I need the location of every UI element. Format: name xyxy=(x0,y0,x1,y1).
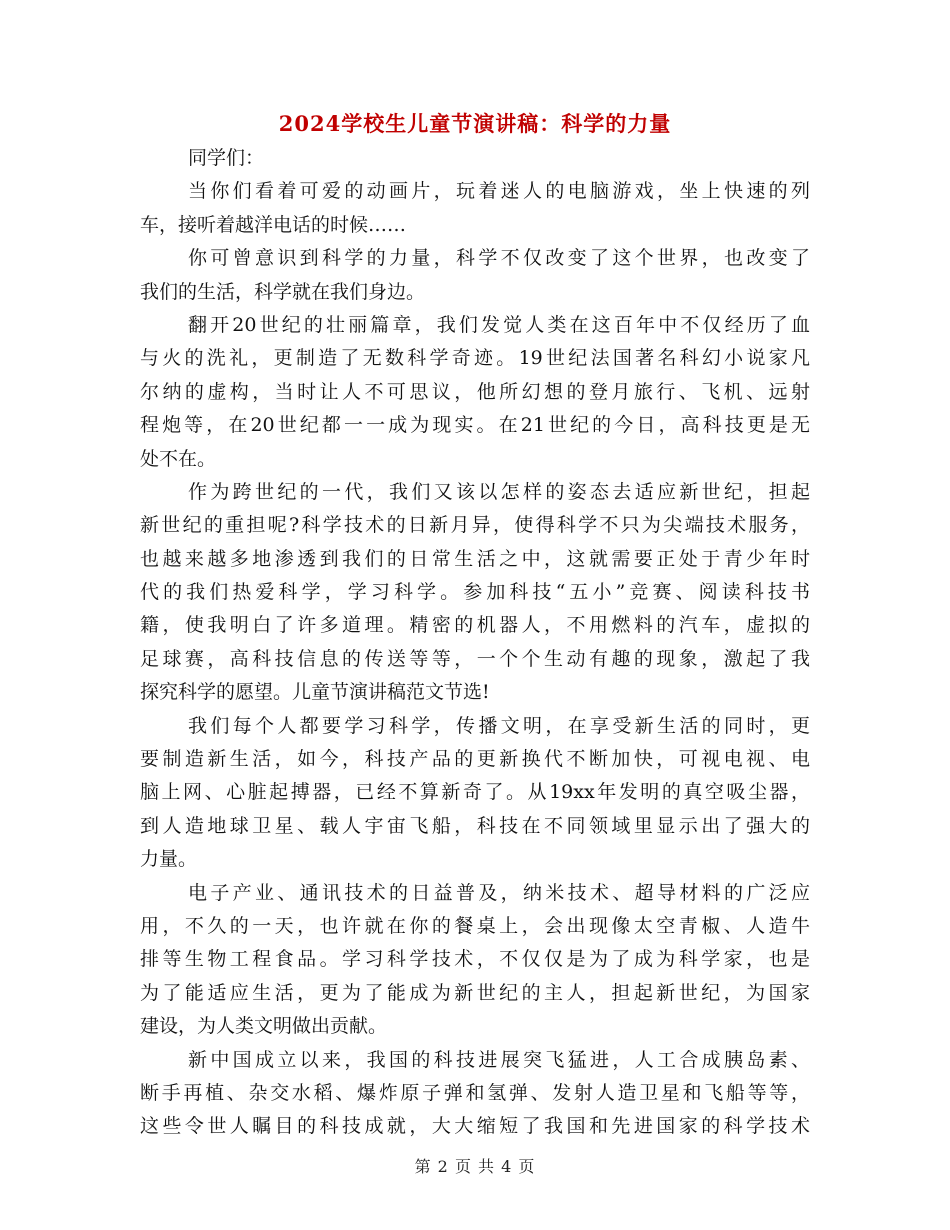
text-line: 作为跨世纪的一代，我们又该以怎样的姿态去适应新世纪，担起 xyxy=(188,480,810,503)
document-title: 2024学校生儿童节演讲稿：科学的力量 xyxy=(278,111,672,136)
text-line: 翻开20世纪的壮丽篇章，我们发觉人类在这百年中不仅经历了血 xyxy=(188,313,810,336)
text-line: 力量。 xyxy=(140,848,198,871)
text-line: 新世纪的重担呢?科学技术的日新月异，使得科学不只为尖端技术服务， xyxy=(140,514,810,537)
text-line: 到人造地球卫星、载人宇宙飞船，科技在不同领域里显示出了强大的 xyxy=(140,814,810,837)
page-number-footer: 第 2 页 共 4 页 xyxy=(414,1157,536,1176)
text-line: 当你们看着可爱的动画片，玩着迷人的电脑游戏，坐上快速的列 xyxy=(188,180,810,203)
text-line: 电子产业、通讯技术的日益普及，纳米技术、超导材料的广泛应 xyxy=(188,881,810,904)
document-body xyxy=(140,142,810,1144)
text-line: 同学们： xyxy=(188,147,265,169)
text-line: 你可曾意识到科学的力量，科学不仅改变了这个世界，也改变了 xyxy=(188,247,810,270)
text-line: 足球赛，高科技信息的传送等等，一个个生动有趣的现象，激起了我 xyxy=(140,647,810,670)
text-line: 排等生物工程食品。学习科学技术，不仅仅是为了成为科学家，也是 xyxy=(140,948,810,971)
text-line: 与火的洗礼，更制造了无数科学奇迹。19世纪法国著名科幻小说家凡 xyxy=(140,347,810,370)
text-line: 探究科学的愿望。儿童节演讲稿范文节选! xyxy=(140,681,490,704)
text-line: 我们的生活，科学就在我们身边。 xyxy=(140,280,426,303)
text-line: 我们每个人都要学习科学，传播文明，在享受新生活的同时，更 xyxy=(188,714,810,737)
text-line: 籍，使我明白了许多道理。精密的机器人，不用燃料的汽车，虚拟的 xyxy=(140,614,810,637)
text-line: 尔纳的虚构，当时让人不可思议，他所幻想的登月旅行、飞机、远射 xyxy=(140,380,810,403)
text-line: 也越来越多地渗透到我们的日常生活之中，这就需要正处于青少年时 xyxy=(140,547,810,570)
text-line: 为了能适应生活，更为了能成为新世纪的主人，担起新世纪，为国家 xyxy=(140,981,810,1004)
text-line: 要制造新生活，如今，科技产品的更新换代不断加快，可视电视、电 xyxy=(140,748,810,771)
text-line: 处不在。 xyxy=(140,447,217,470)
text-line: 脑上网、心脏起搏器，已经不算新奇了。从19xx年发明的真空吸尘器， xyxy=(140,781,810,804)
text-line: 用，不久的一天，也许就在你的餐桌上，会出现像太空青椒、人造牛 xyxy=(140,914,810,937)
text-line: 这些令世人瞩目的科技成就，大大缩短了我国和先进国家的科学技术 xyxy=(140,1115,810,1138)
text-line: 程炮等，在20世纪都一一成为现实。在21世纪的今日，高科技更是无 xyxy=(140,414,810,437)
text-line: 代的我们热爱科学，学习科学。参加科技“五小”竞赛、阅读科技书 xyxy=(140,581,810,604)
text-line: 建设，为人类文明做出贡献。 xyxy=(140,1015,388,1038)
text-line: 断手再植、杂交水稻、爆炸原子弹和氢弹、发射人造卫星和飞船等等， xyxy=(140,1081,810,1104)
text-line: 新中国成立以来，我国的科技进展突飞猛进，人工合成胰岛素、 xyxy=(188,1048,810,1071)
text-line: 车，接听着越洋电话的时候…… xyxy=(140,213,407,236)
